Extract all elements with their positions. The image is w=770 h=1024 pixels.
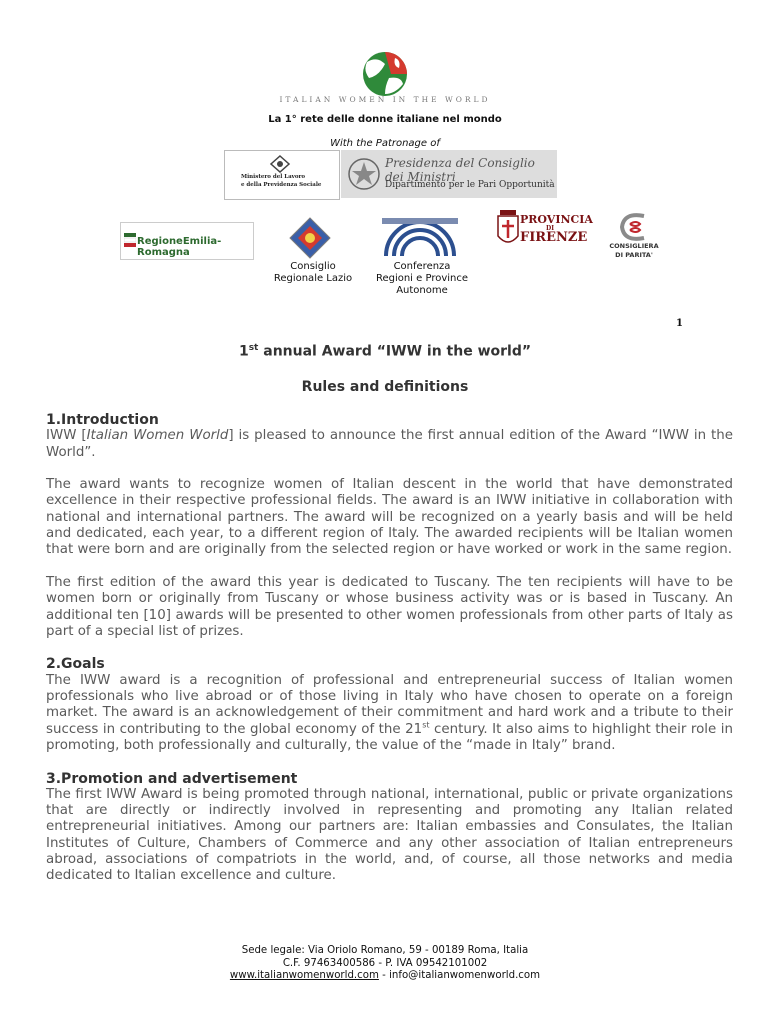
conferenza-line2: Regioni e Province <box>375 273 469 284</box>
conferenza-regioni-logo <box>380 216 460 260</box>
lazio-line1: Consiglio <box>290 261 336 272</box>
goals-p1-a: The IWW award is a recognition of professional and entrepreneurial success of Italian women professionals who live abroad or of those living in Italy who have chosen to operate on a foreign market. The award is an acknowledgement of their commitment and hard work and a tribute to their success in contributing to the global economy of the 21 <box>46 672 733 737</box>
conferenza-caption <box>370 261 474 297</box>
title-sup: st <box>248 343 259 353</box>
tagline: La 1° rete delle donne italiane nel mondo <box>268 114 502 125</box>
document-subtitle: Rules and definitions <box>301 379 469 395</box>
footer-address: Sede legale: Via Oriolo Romano, 59 - 00189 Roma, Italia <box>241 945 529 956</box>
ministero-line1: Ministero del Lavoro <box>241 174 306 180</box>
document-title <box>0 343 770 360</box>
page-number: 1 <box>676 318 683 329</box>
conferenza-line1: Conferenza <box>393 261 451 272</box>
goals-heading: 2.Goals <box>46 656 105 673</box>
consigliera-line1: CONSIGLIERA <box>609 242 659 250</box>
intro-p1-b: ] is pleased to announce the first annual edition of the Award “IWW in the World”. <box>46 428 733 460</box>
intro-paragraph-1 <box>46 428 733 461</box>
presidenza-line1: Presidenza del Consiglio dei Ministri <box>385 156 535 184</box>
promotion-paragraph: The first IWW Award is being promoted through national, international, public or private organizations that are directly or indirectly involved in representing and promoting any Italian related entrepreneurial initiatives. Among our partners are: Italian embassies and Consulates, the Italian Institutes of Culture, Chambers of Commerce and any other association of Italian entrepreneurs abroad, associations of compatriots in the world, and, of course, all those networks and media dedicated to Italian excellence and culture. <box>46 786 733 884</box>
consigliera-text <box>601 242 667 260</box>
provincia-line2: DI <box>546 225 555 232</box>
consigliera-logo <box>614 212 654 242</box>
intro-heading: 1.Introduction <box>46 412 159 428</box>
promotion-heading: 3.Promotion and advertisement <box>46 770 298 787</box>
document-body <box>46 412 733 885</box>
footer <box>0 945 770 983</box>
presidenza-line2: Dipartimento per le Pari Opportunità <box>385 180 555 190</box>
title-rest: annual Award “IWW in the world” <box>258 343 532 360</box>
website-link[interactable]: www.italianwomenworld.com <box>229 970 379 981</box>
patronage-label: With the Patronage of <box>330 138 440 149</box>
lazio-line2: Regionale Lazio <box>273 273 353 284</box>
emblem-icon <box>269 155 291 173</box>
republic-emblem-icon <box>347 156 381 192</box>
conferenza-line3: Autonome <box>396 285 448 296</box>
intro-paragraph-3: The first edition of the award this year is dedicated to Tuscany. The ten recipients will have to be women born or originally from Tuscany or whose business activity was or is based in Tuscany. An additional ten [10] awards will be presented to other women professionals from other parts of Italy as part of a special list of prizes. <box>46 574 733 639</box>
footer-tax-ids: C.F. 97463400586 - P. IVA 09542101002 <box>282 957 488 969</box>
intro-p1-italic: Italian Women World <box>86 428 229 444</box>
ministero-line2: e della Previdenza Sociale <box>241 182 322 188</box>
org-name: ITALIAN WOMEN IN THE WORLD <box>279 95 491 104</box>
consigliera-line2: DI PARITA' <box>615 251 653 259</box>
title-prefix: 1 <box>238 343 249 360</box>
goals-paragraph <box>46 673 733 754</box>
intro-p1-a: IWW [ <box>46 428 87 444</box>
footer-separator: - <box>378 970 390 981</box>
lazio-caption <box>266 261 360 285</box>
consiglio-lazio-logo <box>286 216 334 260</box>
iww-globe-logo <box>355 48 415 100</box>
emilia-label: RegioneEmilia-Romagna <box>137 236 222 258</box>
provincia-firenze-logo <box>496 208 520 252</box>
email-text: info@italianwomenworld.com <box>389 970 541 981</box>
footer-contacts <box>0 970 770 983</box>
goals-p1-sup: st <box>422 720 430 730</box>
emilia-romagna-logo <box>120 222 254 260</box>
provincia-text <box>520 214 593 244</box>
provincia-line1: PROVINCIA <box>520 213 593 226</box>
goals-p1-b: century. It also aims to highlight their role in promoting, both professionally and culturally, the value of the “made in Italy” brand. <box>46 721 733 753</box>
intro-paragraph-2: The award wants to recognize women of Italian descent in the world that have demonstrated excellence in their respective professional fields. The award is an IWW initiative in collaboration with national and international partners. The award will be recognized on a yearly basis and will be held and dedicated, each year, to a different region of Italy. The awarded recipients will be Italian women that were born and are originally from the selected region or have worked or work in the same region. <box>46 477 733 558</box>
provincia-line3: FIRENZE <box>520 230 588 245</box>
presidenza-consiglio-logo <box>341 150 557 198</box>
ministero-lavoro-logo <box>224 150 340 200</box>
flag-icon <box>124 233 136 247</box>
